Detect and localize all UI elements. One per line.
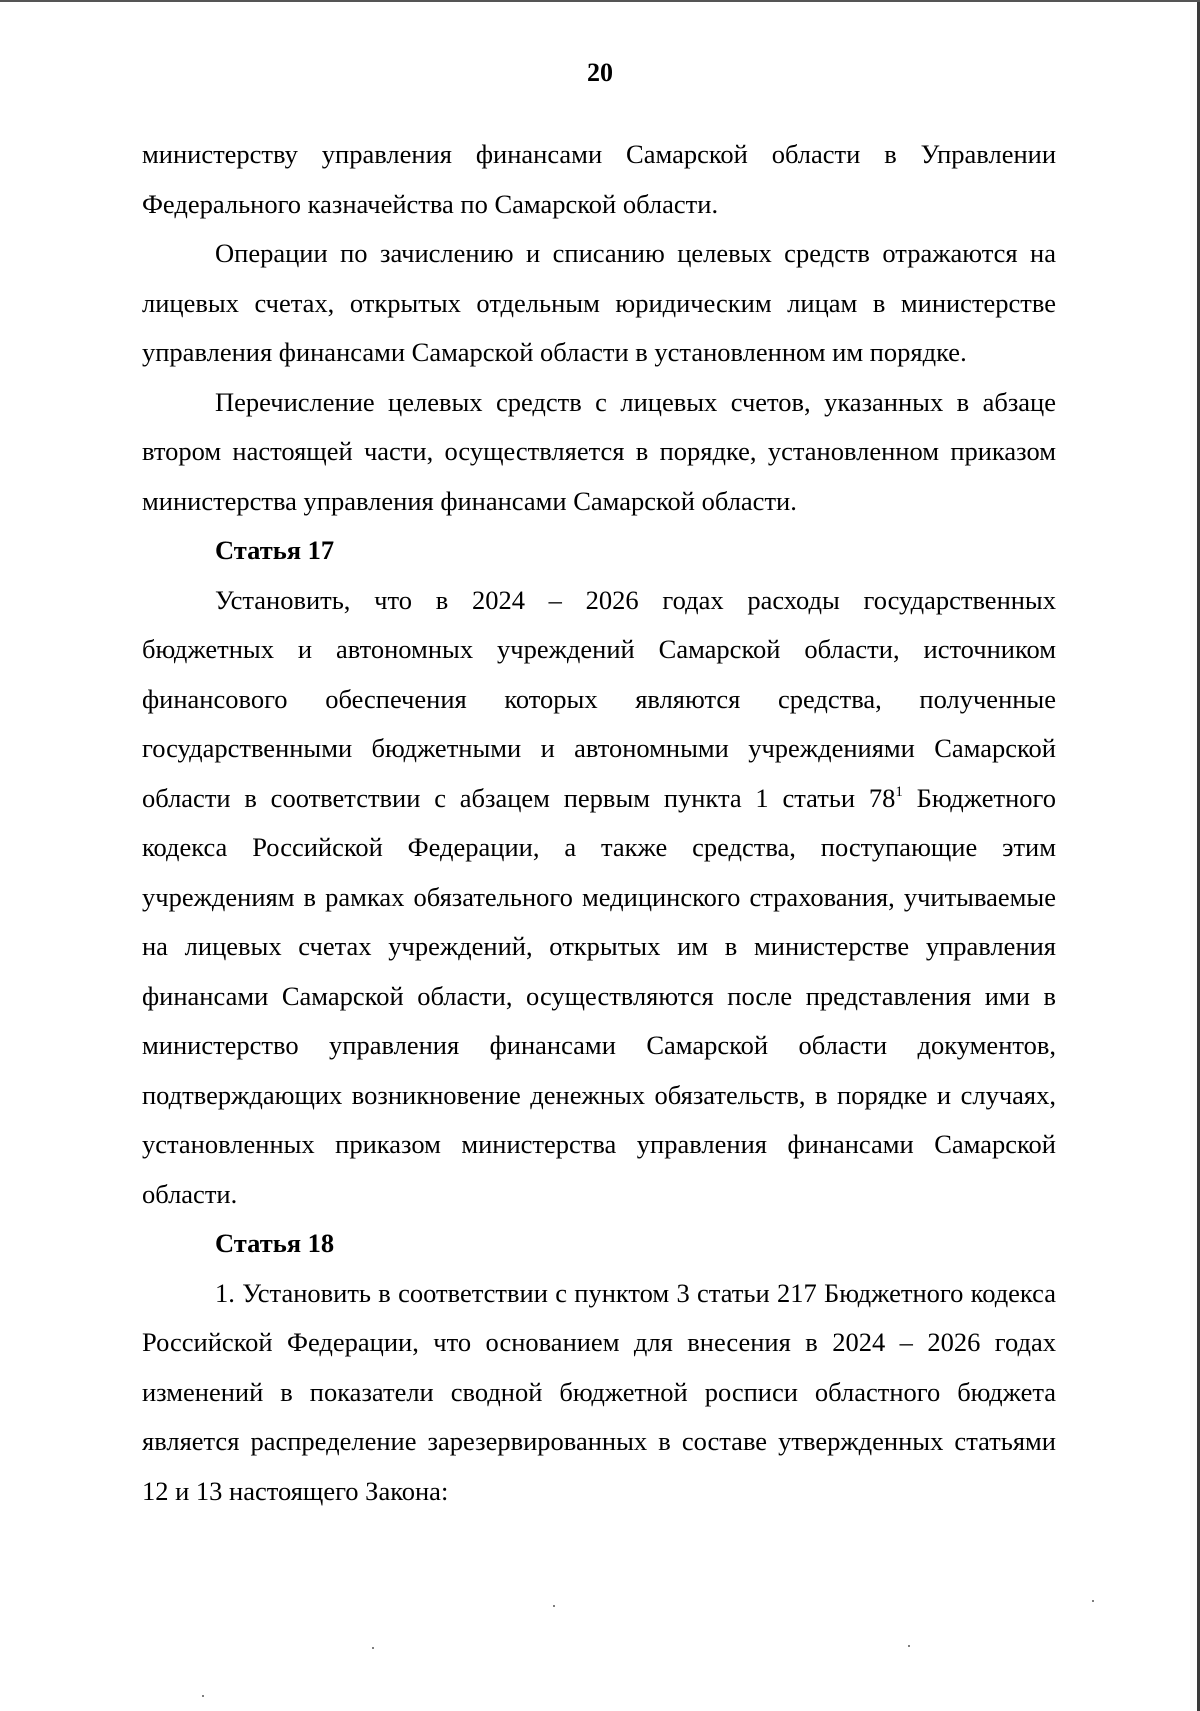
scan-speck — [1092, 1600, 1094, 1602]
scan-speck — [553, 1605, 555, 1607]
paragraph-operations: Операции по зачислению и списанию целевых средств отражаются на лицевых счетах, открытых отдельным юридическим лицам в министерстве управления финансами Самарской области в установленном им порядке. — [142, 238, 1056, 367]
article-17-text-part1: Установить, что в 2024 – 2026 годах расходы государственных бюджетных и автономных учреждений Самарской области, источником финансового обеспечения которых являются средства, полученные государственными бюджетными и автономными учреждениями Самарской области в соответствии с абзацем первым пункта 1 статьи 78 — [142, 584, 1056, 813]
article-17-text-part2: Бюджетного кодекса Российской Федерации, а также средства, поступающие этим учреждениям в рамках обязательного медицинского страхования, учитываемые на лицевых счетах учреждений, открытых им в министерстве управления финансами Самарской области, осуществляются после представления ими в министерство управления финансами Самарской области документов, подтверждающих возникновение денежных обязательств, в порядке и случаях, установленных приказом министерства управления финансами Самарской области. — [142, 782, 1056, 1209]
article-18-text: 1. Установить в соответствии с пунктом 3 статьи 217 Бюджетного кодекса Российской Федерации, что основанием для внесения в 2024 – 2026 годах изменений в показатели сводной бюджетной росписи областного бюджета является распределение зарезервированных в составе утвержденных статьями 12 и 13 настоящего Закона: — [142, 1277, 1056, 1506]
document-body — [142, 130, 1056, 1516]
page-number: 20 — [587, 58, 613, 87]
paragraph-continuation: министерству управления финансами Самарской области в Управлении Федерального казначейства по Самарской области. — [142, 139, 1056, 219]
article-17-text — [142, 576, 1056, 1220]
article-17-superscript: 1 — [895, 783, 903, 800]
paragraph-transfer: Перечисление целевых средств с лицевых счетов, указанных в абзаце втором настоящей части, осуществляется в порядке, установленном приказом министерства управления финансами Самарской области. — [142, 386, 1056, 516]
scan-speck — [908, 1645, 910, 1647]
scan-speck — [372, 1647, 374, 1649]
scan-speck — [202, 1695, 204, 1697]
article-17-heading: Статья 17 — [215, 535, 335, 565]
article-18-heading: Статья 18 — [215, 1228, 335, 1258]
